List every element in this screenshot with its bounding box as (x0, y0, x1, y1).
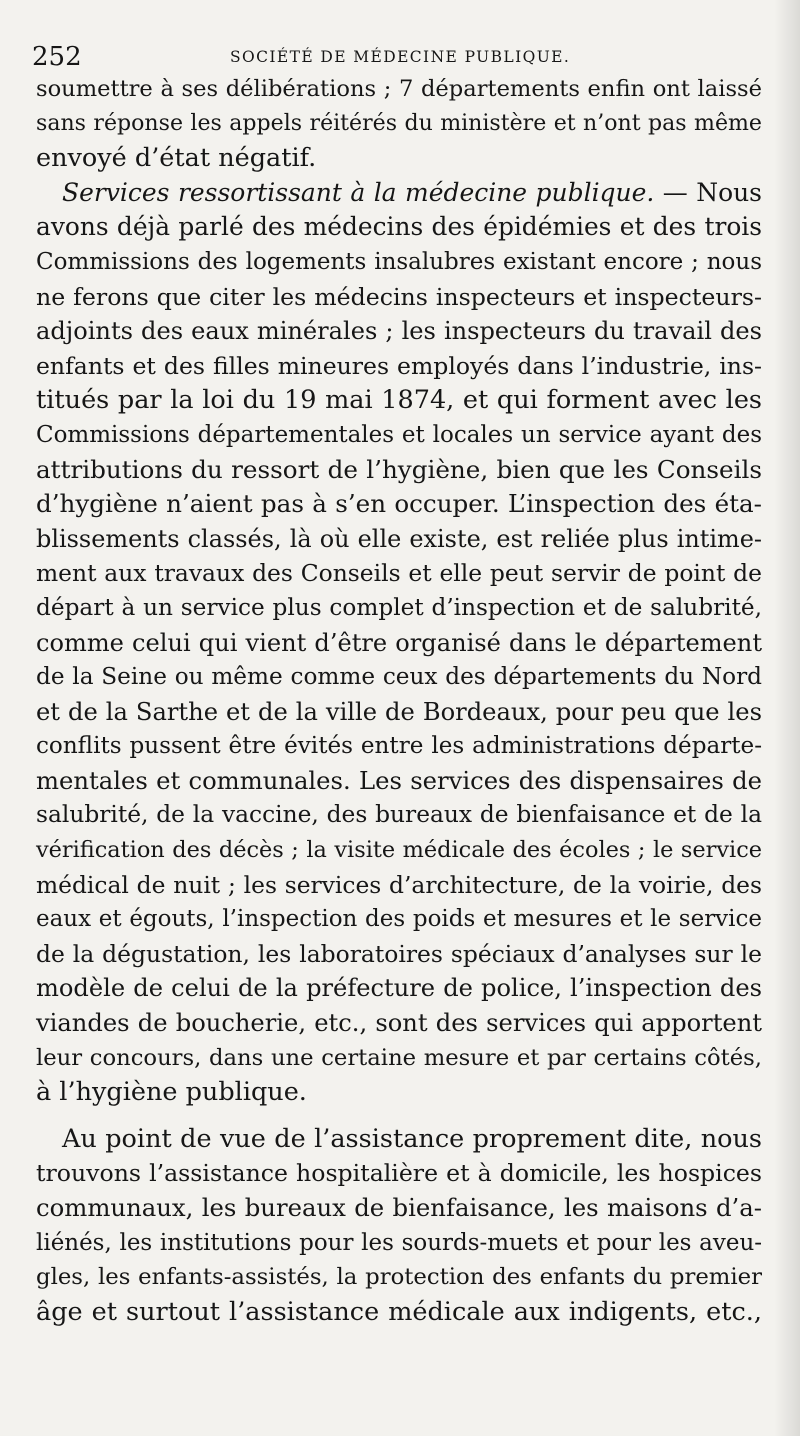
text-line: modèle de celui de la préfecture de police, l’inspection des (36, 974, 762, 1003)
text-line: trouvons l’assistance hospitalière et à domicile, les hospices (36, 1159, 762, 1188)
body-text (36, 72, 762, 1329)
text-line: de la dégustation, les laboratoires spéciaux d’analyses sur le (36, 939, 762, 968)
text-line: à l’hygiène publique. (36, 1077, 307, 1108)
text-line: blissements classés, là où elle existe, est reliée plus intime- (36, 524, 762, 553)
text-line: attributions du ressort de l’hygiène, bien que les Conseils (36, 454, 762, 484)
page-number: 252 (32, 42, 82, 72)
text-line: mentales et communales. Les services des dispensaires de (36, 765, 762, 795)
text-line: vérification des décès ; la visite médicale des écoles ; le service (36, 837, 762, 864)
running-title: SOCIÉTÉ DE MÉDECINE PUBLIQUE. (230, 48, 571, 66)
text-line: d’hygiène n’aient pas à s’en occuper. L’inspection des éta- (36, 489, 762, 519)
text-line: liénés, les institutions pour les sourds-muets et pour les aveu- (36, 1229, 762, 1256)
text-line: enfants et des filles mineures employés dans l’industrie, ins- (36, 351, 762, 380)
text-line: sans réponse les appels réitérés du ministère et n’ont pas même (36, 110, 762, 136)
text-line: conflits pussent être évités entre les administrations départe- (36, 733, 762, 760)
heading-dash-text: — Nous (654, 177, 762, 207)
text-line: Au point de vue de l’assistance proprement dite, nous (62, 1123, 762, 1154)
text-line: gles, les enfants-assistés, la protection des enfants du premier (36, 1264, 762, 1291)
text-line: adjoints des eaux minérales ; les inspecteurs du travail des (36, 317, 762, 346)
page-header (32, 34, 772, 74)
text-line: et de la Sarthe et de la ville de Bordeaux, pour peu que les (36, 697, 762, 726)
text-line: salubrité, de la vaccine, des bureaux de bienfaisance et de la (36, 801, 762, 829)
text-line: viandes de boucherie, etc., sont des services qui apportent (36, 1009, 762, 1038)
text-line: de la Seine ou même comme ceux des départements du Nord (36, 663, 762, 691)
section-heading: Services ressortissant à la médecine publique. (62, 177, 655, 207)
text-line: titués par la loi du 19 mai 1874, et qui forment avec les (36, 385, 762, 416)
text-line: ment aux travaux des Conseils et elle peut servir de point de (36, 559, 762, 588)
text-line: comme celui qui vient d’être organisé dans le département (36, 628, 762, 657)
text-line: avons déjà parlé des médecins des épidémies et des trois (36, 212, 762, 242)
text-line: Commissions départementales et locales un service ayant des (36, 421, 762, 448)
text-line: soumettre à ses délibérations ; 7 départements enfin ont laissé (36, 76, 762, 102)
text-line: départ à un service plus complet d’inspection et de salubrité, (36, 593, 762, 621)
text-line: envoyé d’état négatif. (36, 143, 317, 174)
text-line: médical de nuit ; les services d’architecture, de la voirie, des (36, 870, 762, 899)
text-line: ne ferons que citer les médecins inspecteurs et inspecteurs- (36, 282, 762, 311)
page-edge-shadow (774, 0, 800, 1436)
text-line: eaux et égouts, l’inspection des poids et mesures et le service (36, 906, 762, 933)
text-line: communaux, les bureaux de bienfaisance, les maisons d’a- (36, 1193, 762, 1222)
text-line (36, 176, 762, 211)
text-line: âge et surtout l’assistance médicale aux indigents, etc., (36, 1296, 762, 1327)
text-line: leur concours, dans une certaine mesure et par certains côtés, (36, 1044, 762, 1071)
text-line: Commissions des logements insalubres existant encore ; nous (36, 248, 762, 275)
